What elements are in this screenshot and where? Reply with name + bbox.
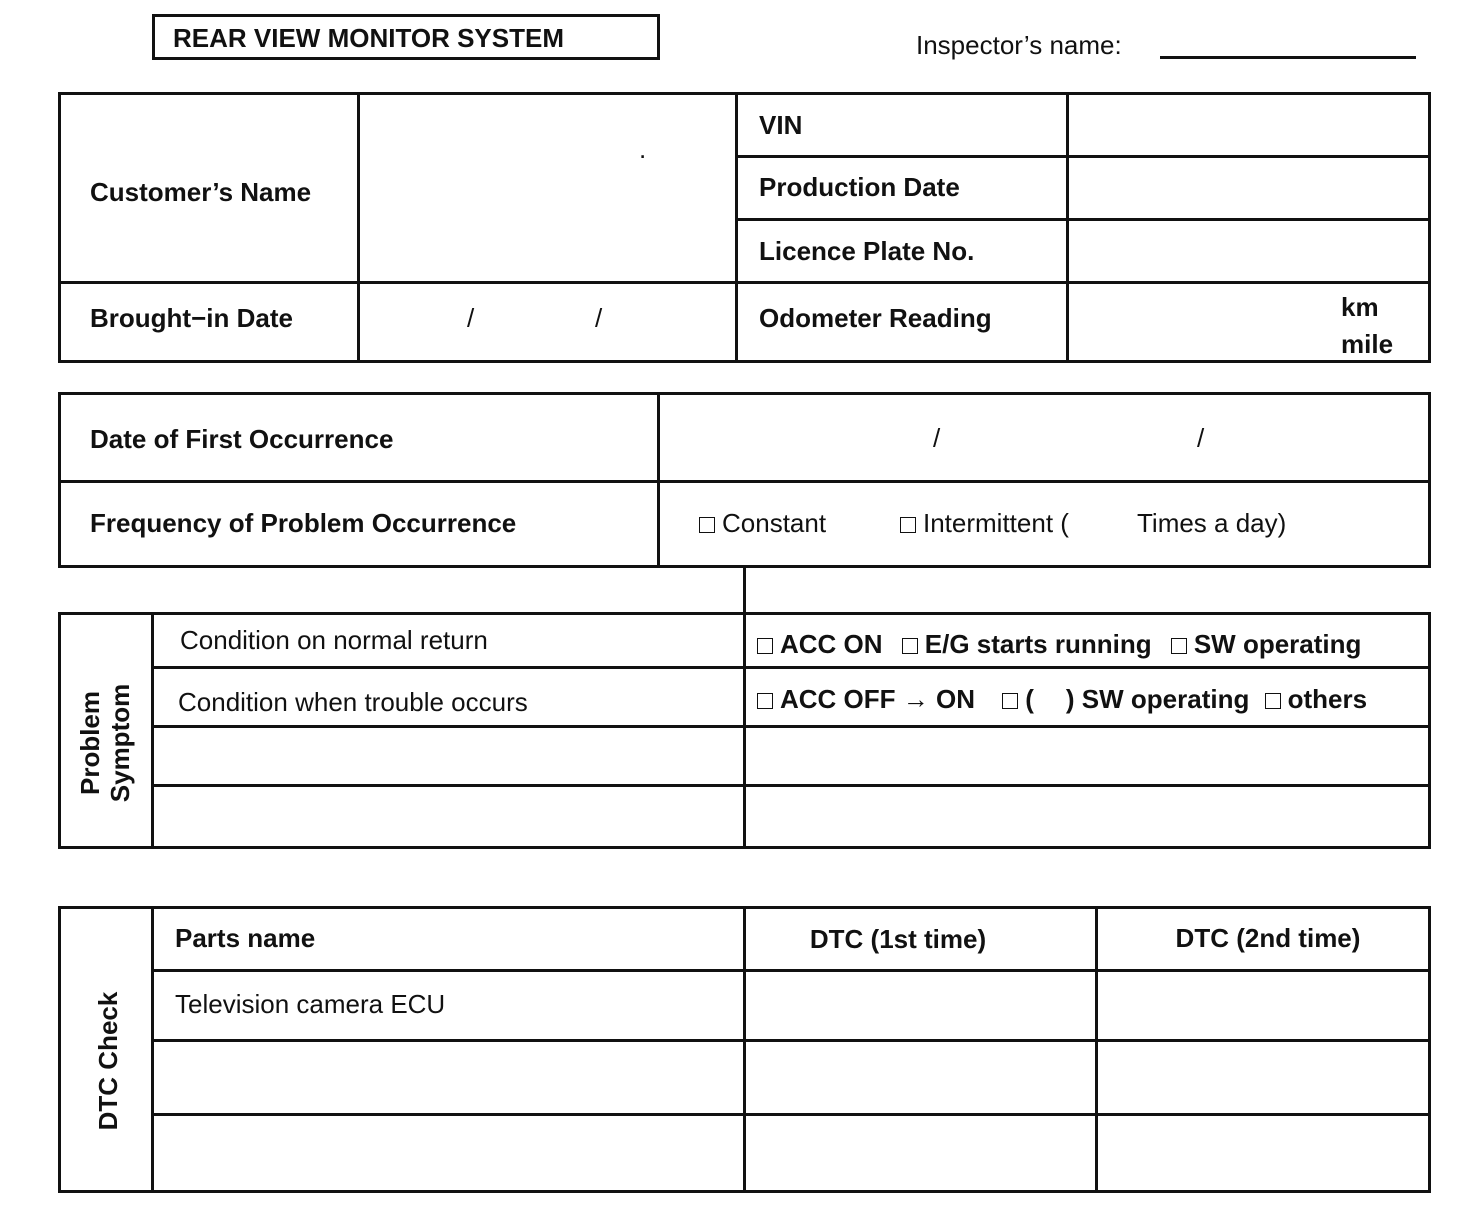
odometer-label: Odometer Reading xyxy=(759,303,992,333)
checkbox-icon[interactable] xyxy=(757,638,773,654)
intermittent-option[interactable] xyxy=(900,510,1069,536)
dtc-1st-field[interactable] xyxy=(748,973,1093,1038)
dtc-2nd-field[interactable] xyxy=(1100,973,1427,1038)
vin-label: VIN xyxy=(759,110,803,140)
licence-plate-label: Licence Plate No. xyxy=(759,236,975,266)
acc-on-option[interactable]: ACC ON xyxy=(757,629,883,659)
symptom-extra-value[interactable] xyxy=(748,729,1427,783)
checkbox-icon[interactable] xyxy=(699,517,715,533)
inspector-name-label: Inspector’s name: xyxy=(916,30,1122,60)
dtc-1st-field[interactable] xyxy=(748,1117,1093,1190)
parts-name-field[interactable] xyxy=(156,1043,741,1112)
checkbox-icon[interactable] xyxy=(1265,693,1281,709)
date-separator: / xyxy=(595,303,603,333)
first-occurrence-label: Date of First Occurrence xyxy=(90,424,394,454)
form-title: REAR VIEW MONITOR SYSTEM xyxy=(173,23,564,53)
production-date-field[interactable] xyxy=(1071,159,1427,217)
constant-option[interactable] xyxy=(699,510,826,536)
dtc-2nd-header: DTC (2nd time) xyxy=(1175,923,1361,953)
normal-return-label: Condition on normal return xyxy=(180,625,488,655)
dtc-2nd-field[interactable] xyxy=(1100,1043,1427,1112)
intermittent-label: Intermittent ( xyxy=(923,508,1069,538)
licence-plate-field[interactable] xyxy=(1071,222,1427,280)
checkbox-icon[interactable] xyxy=(757,693,773,709)
vin-field[interactable] xyxy=(1071,96,1427,154)
symptom-extra-label[interactable] xyxy=(156,729,741,783)
date-separator: / xyxy=(467,303,475,333)
checkbox-icon[interactable] xyxy=(1002,693,1018,709)
dtc-2nd-field[interactable] xyxy=(1100,1117,1427,1190)
eg-starts-running-option[interactable]: E/G starts running xyxy=(902,629,1152,659)
parts-name-field[interactable] xyxy=(156,1117,741,1190)
dtc-check-side-label: DTC Check xyxy=(93,991,123,1131)
trouble-occurs-label: Condition when trouble occurs xyxy=(178,687,528,717)
customer-name-field[interactable] xyxy=(362,96,732,280)
checkbox-icon[interactable] xyxy=(900,517,916,533)
customer-name-label: Customer’s Name xyxy=(90,177,312,207)
checkbox-icon[interactable] xyxy=(902,638,918,654)
sw-operating-option[interactable]: SW operating xyxy=(1171,629,1362,659)
date-separator: / xyxy=(933,423,941,453)
dtc-1st-header: DTC (1st time) xyxy=(809,924,987,954)
unit-km: km xyxy=(1341,292,1379,322)
date-separator: / xyxy=(1197,423,1205,453)
first-occurrence-field[interactable] xyxy=(662,396,1427,479)
symptom-extra-label[interactable] xyxy=(156,788,741,846)
normal-return-options xyxy=(757,631,1361,657)
custom-sw-option[interactable]: ( ) SW operating xyxy=(1002,684,1249,714)
others-option[interactable]: others xyxy=(1265,684,1367,714)
times-a-day-label: Times a day) xyxy=(1137,508,1287,538)
trouble-occurs-options xyxy=(757,686,1367,712)
symptom-extra-value[interactable] xyxy=(748,788,1427,846)
acc-off-on-option[interactable]: ACC OFF → ON xyxy=(757,684,975,714)
problem-symptom-side-label: Problem Symptom xyxy=(75,683,135,803)
frequency-label: Frequency of Problem Occurrence xyxy=(90,508,517,538)
brought-in-date-label: Brought−in Date xyxy=(90,303,293,333)
parts-name-header: Parts name xyxy=(175,923,316,953)
checkbox-icon[interactable] xyxy=(1171,638,1187,654)
dtc-1st-field[interactable] xyxy=(748,1043,1093,1112)
parts-name-cell: Television camera ECU xyxy=(175,989,446,1019)
unit-mile: mile xyxy=(1341,329,1394,359)
customer-name-mark: . xyxy=(639,134,647,164)
brought-in-date-field[interactable] xyxy=(362,285,732,359)
inspector-name-field[interactable] xyxy=(1160,56,1416,59)
constant-label: Constant xyxy=(722,508,827,538)
production-date-label: Production Date xyxy=(759,172,960,202)
